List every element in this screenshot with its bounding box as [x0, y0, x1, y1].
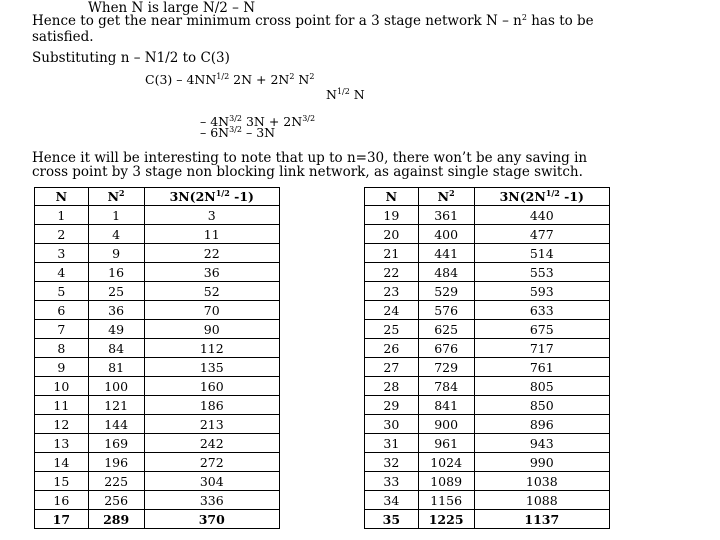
table-row: [365, 263, 610, 282]
cell-n-squared: 1: [88, 206, 144, 225]
cell-formula: 213: [144, 415, 279, 434]
cell-n-squared: 1024: [418, 453, 474, 472]
cell-n: 25: [365, 320, 419, 339]
cell-n-squared: 441: [418, 244, 474, 263]
cell-n: 17: [35, 510, 89, 529]
cell-n: 21: [365, 244, 419, 263]
line-hence-minimum: Hence to get the near minimum cross point for a 3 stage network N – $n^2$ has to be: [32, 13, 594, 29]
table-row: [365, 282, 610, 301]
cell-n-squared: 4: [88, 225, 144, 244]
cell-n: 16: [35, 491, 89, 510]
cell-n: 29: [365, 396, 419, 415]
cell-formula: 186: [144, 396, 279, 415]
table-row: [365, 225, 610, 244]
cell-n: 31: [365, 434, 419, 453]
cell-n-squared: 900: [418, 415, 474, 434]
cell-n: 9: [35, 358, 89, 377]
cell-formula: 896: [474, 415, 609, 434]
cell-n: 35: [365, 510, 419, 529]
table-row: [35, 301, 280, 320]
cell-formula: 112: [144, 339, 279, 358]
cell-n: 24: [365, 301, 419, 320]
table-row: [35, 244, 280, 263]
header-formula: $3N(2N^{1/2}$ -1): [144, 188, 279, 206]
cell-n: 19: [365, 206, 419, 225]
table-row: [35, 510, 280, 529]
cell-formula: 272: [144, 453, 279, 472]
table-row: [35, 453, 280, 472]
table-row: [35, 434, 280, 453]
cell-n: 32: [365, 453, 419, 472]
table-row: [365, 396, 610, 415]
table-row: [365, 453, 610, 472]
table-row: [365, 301, 610, 320]
cell-n-squared: 576: [418, 301, 474, 320]
header-n: N: [35, 188, 89, 206]
cell-formula: 36: [144, 263, 279, 282]
table-row: [35, 282, 280, 301]
cell-formula: 717: [474, 339, 609, 358]
cell-formula: 943: [474, 434, 609, 453]
cell-formula: 11: [144, 225, 279, 244]
cell-formula: 440: [474, 206, 609, 225]
cell-formula: 1038: [474, 472, 609, 491]
cell-formula: 135: [144, 358, 279, 377]
cell-n: 12: [35, 415, 89, 434]
table-row: [365, 377, 610, 396]
header-n-squared: $N^2$: [88, 188, 144, 206]
cell-formula: 477: [474, 225, 609, 244]
table-row: [35, 491, 280, 510]
cell-n: 15: [35, 472, 89, 491]
table-row: [35, 320, 280, 339]
cell-formula: 1088: [474, 491, 609, 510]
cell-n-squared: 529: [418, 282, 474, 301]
line-satisfied: satisfied.: [32, 29, 94, 45]
cell-n-squared: 225: [88, 472, 144, 491]
equation-denominator: $N^{1/2}$ N: [326, 87, 365, 102]
cell-formula: 553: [474, 263, 609, 282]
cell-n: 20: [365, 225, 419, 244]
cell-n: 22: [365, 263, 419, 282]
cell-n-squared: 484: [418, 263, 474, 282]
table-header-row: [365, 188, 610, 206]
cell-n-squared: 84: [88, 339, 144, 358]
conclusion-line-2: cross point by 3 stage non blocking link network, as against single stage switch.: [32, 164, 583, 180]
cell-n-squared: 81: [88, 358, 144, 377]
cell-n-squared: 100: [88, 377, 144, 396]
table-row: [35, 263, 280, 282]
cell-n: 1: [35, 206, 89, 225]
line-substituting: Substituting n – N1/2 to C(3): [32, 50, 230, 66]
cell-n: 4: [35, 263, 89, 282]
cell-n: 26: [365, 339, 419, 358]
cell-formula: 805: [474, 377, 609, 396]
cell-n: 30: [365, 415, 419, 434]
cell-n-squared: 961: [418, 434, 474, 453]
cell-n-squared: 36: [88, 301, 144, 320]
cell-n: 27: [365, 358, 419, 377]
cell-formula: 336: [144, 491, 279, 510]
cell-n: 6: [35, 301, 89, 320]
table-row: [35, 472, 280, 491]
cell-n: 23: [365, 282, 419, 301]
left-data-table: [34, 187, 280, 529]
cell-formula: 242: [144, 434, 279, 453]
cell-n-squared: 625: [418, 320, 474, 339]
cell-n-squared: 256: [88, 491, 144, 510]
cell-n-squared: 144: [88, 415, 144, 434]
cell-formula: 850: [474, 396, 609, 415]
cell-formula: 761: [474, 358, 609, 377]
table-row: [35, 358, 280, 377]
cell-formula: 1137: [474, 510, 609, 529]
table-row: [365, 244, 610, 263]
cell-formula: 304: [144, 472, 279, 491]
table-row: [35, 415, 280, 434]
header-formula: $3N(2N^{1/2}$ -1): [474, 188, 609, 206]
cell-n-squared: 1156: [418, 491, 474, 510]
cell-n-squared: 1225: [418, 510, 474, 529]
table-row: [35, 396, 280, 415]
cell-n-squared: 169: [88, 434, 144, 453]
cell-n: 2: [35, 225, 89, 244]
equation-line-2: – $4N^{3/2}$ $3N + 2N^{3/2}$: [200, 114, 316, 129]
cell-n-squared: 16: [88, 263, 144, 282]
cell-n-squared: 121: [88, 396, 144, 415]
table-row: [365, 510, 610, 529]
cell-formula: 52: [144, 282, 279, 301]
cell-n: 8: [35, 339, 89, 358]
table-row: [365, 415, 610, 434]
cell-formula: 70: [144, 301, 279, 320]
cell-n: 3: [35, 244, 89, 263]
line-when-large: When N is large N/2 – N: [88, 0, 256, 16]
cell-n-squared: 1089: [418, 472, 474, 491]
table-row: [35, 377, 280, 396]
cell-n: 33: [365, 472, 419, 491]
cell-n-squared: 729: [418, 358, 474, 377]
cell-n-squared: 676: [418, 339, 474, 358]
table-header-row: [35, 188, 280, 206]
cell-n: 7: [35, 320, 89, 339]
table-row: [35, 206, 280, 225]
cell-formula: 633: [474, 301, 609, 320]
cell-n: 5: [35, 282, 89, 301]
table-row: [365, 491, 610, 510]
conclusion-line-1: Hence it will be interesting to note that up to n=30, there won’t be any saving in: [32, 150, 588, 166]
cell-n-squared: 49: [88, 320, 144, 339]
cell-formula: 370: [144, 510, 279, 529]
table-row: [365, 206, 610, 225]
header-n: N: [365, 188, 419, 206]
table-row: [365, 434, 610, 453]
cell-formula: 514: [474, 244, 609, 263]
cell-n: 11: [35, 396, 89, 415]
table-row: [365, 320, 610, 339]
cell-formula: 675: [474, 320, 609, 339]
right-data-table: [364, 187, 610, 529]
cell-n-squared: 9: [88, 244, 144, 263]
cell-n: 34: [365, 491, 419, 510]
cell-n-squared: 400: [418, 225, 474, 244]
cell-n: 14: [35, 453, 89, 472]
cell-n: 13: [35, 434, 89, 453]
cell-n-squared: 25: [88, 282, 144, 301]
cell-formula: 593: [474, 282, 609, 301]
cell-formula: 990: [474, 453, 609, 472]
table-row: [35, 339, 280, 358]
table-row: [35, 225, 280, 244]
cell-formula: 3: [144, 206, 279, 225]
table-row: [365, 339, 610, 358]
cell-n-squared: 784: [418, 377, 474, 396]
cell-n-squared: 289: [88, 510, 144, 529]
cell-formula: 160: [144, 377, 279, 396]
header-n-squared: $N^2$: [418, 188, 474, 206]
cell-n-squared: 361: [418, 206, 474, 225]
cell-n: 10: [35, 377, 89, 396]
cell-formula: 22: [144, 244, 279, 263]
cell-n: 28: [365, 377, 419, 396]
table-row: [365, 472, 610, 491]
table-row: [365, 358, 610, 377]
cell-n-squared: 841: [418, 396, 474, 415]
equation-line-1: $C(3) - 4NN^{1/2}$ $2N + 2N^2$ $N^2$: [145, 72, 315, 87]
equation-line-3: – $6N^{3/2} - 3N$: [200, 125, 276, 140]
cell-formula: 90: [144, 320, 279, 339]
cell-n-squared: 196: [88, 453, 144, 472]
